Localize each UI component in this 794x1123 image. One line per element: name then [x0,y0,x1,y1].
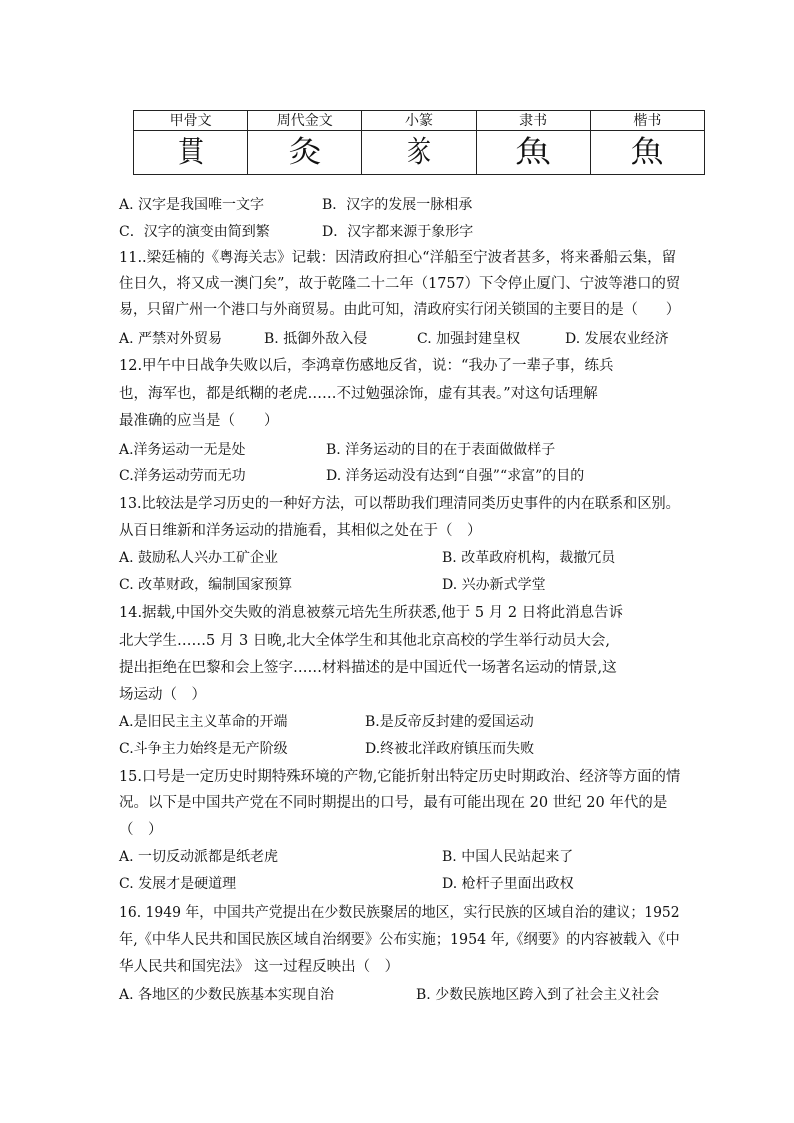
q11-option-c: C. 加强封建皇权 [417,331,521,347]
header-regular: 楷书 [590,111,704,131]
q10-option-c: C．汉字的演变由简到繁 [119,224,270,240]
q11-option-d: D. 发展农业经济 [565,331,669,347]
bronze-glyph-cell [248,131,362,175]
q16-option-b: B. 少数民族地区跨入到了社会主义社会 [416,987,660,1003]
table-glyph-row [134,131,705,175]
q14-stem-line-1: 14.据载,中国外交失败的消息被蔡元培先生所获悉,他于 5 月 2 日将此消息告诉 [119,605,624,621]
header-clerical: 隶书 [476,111,590,131]
q14-option-c: C.斗争主力始终是无产阶级 [119,741,288,757]
q14-stem-line-3: 提出拒绝在巴黎和会上签字……材料描述的是中国近代一场著名运动的情景,这 [119,660,617,676]
regular-glyph-cell [590,131,704,175]
fish-glyph-seal: 㒸 [406,134,431,170]
oracle-bone-glyph-cell [134,131,248,175]
q16-stem-line-2: 年,《中华人民共和国民族区域自治纲要》公布实施；1954 年,《纲要》的内容被载入《中 [119,932,680,948]
q11-option-b: B. 抵御外敌入侵 [264,331,368,347]
q12-option-b: B. 洋务运动的目的在于表面做做样子 [326,442,556,458]
q14-option-d: D.终被北洋政府镇压而失败 [365,741,535,757]
q15-stem-line-3: （ ） [119,822,163,838]
q13-option-d: D. 兴办新式学堂 [442,577,546,593]
q12-option-d: D. 洋务运动没有达到“自强”“求富”的目的 [326,468,585,484]
q16-stem-line-3: 华人民共和国宪法》 这一过程反映出（ ） [119,959,400,975]
q11-stem-line-2: 住日久，将又成一澳门矣”，故于乾隆二十二年（1757）下令停止厦门、宁波等港口的贸 [119,276,681,292]
q15-option-d: D. 枪杆子里面出政权 [442,876,574,892]
fish-glyph-oracle: 貫 [177,134,204,170]
q14-stem-line-2: 北大学生……5 月 3 日晚,北大全体学生和其他北京高校的学生举行动员大会, [119,633,610,649]
q11-option-a: A. 严禁对外贸易 [119,331,223,347]
q13-stem-line-1: 13.比较法是学习历史的一种好方法，可以帮助我们理清同类历史事件的内在联系和区别。 [119,496,680,512]
q15-stem-line-1: 15.口号是一定历史时期特殊环境的产物,它能折射出特定历史时期政治、经济等方面的情 [119,769,681,785]
q16-stem-line-1: 16. 1949 年，中国共产党提出在少数民族聚居的地区，实行民族的区域自治的建议；1952 [119,905,680,921]
q11-stem-line-1: 11..梁廷楠的《粤海关志》记载：因清政府担心“洋船至宁波者甚多，将来番船云集，留 [119,250,677,266]
q12-stem-line-2: 也，海军也，都是纸糊的老虎……不过勉强涂饰，虚有其表。”对这句话理解 [119,386,598,402]
small-seal-glyph-cell [362,131,476,175]
fish-glyph-regular: 魚 [630,134,664,170]
q15-option-c: C. 发展才是硬道理 [119,876,237,892]
header-oracle-bone: 甲骨文 [134,111,248,131]
header-bronze: 周代金文 [248,111,362,131]
q14-option-b: B.是反帝反封建的爱国运动 [365,714,534,730]
q10-option-a: A. 汉字是我国唯一文字 [119,197,265,213]
q12-stem-line-1: 12.甲午中日战争失败以后，李鸿章伤感地反省，说：“我办了一辈子事，练兵 [119,358,614,374]
q13-option-b: B. 改革政府机构，裁撤冗员 [442,550,616,566]
q13-option-c: C. 改革财政，编制国家预算 [119,577,293,593]
q14-stem-line-4: 场运动（ ） [119,687,206,703]
q15-stem-line-2: 况。以下是中国共产党在不同时期提出的口号，最有可能出现在 20 世纪 20 年代的是 [119,795,668,811]
q13-stem-line-2: 从百日维新和洋务运动的措施看，其相似之处在于（ ） [119,523,482,539]
header-small-seal: 小篆 [362,111,476,131]
fish-glyph-bronze: 灸 [288,134,322,170]
q16-option-a: A. 各地区的少数民族基本实现自治 [119,987,335,1003]
q12-option-a: A.洋务运动一无是处 [119,442,246,458]
q11-stem-line-3: 易，只留广州一个港口与外商贸易。由此可知，清政府实行闭关锁国的主要目的是（ ） [119,302,680,318]
q15-option-a: A. 一切反动派都是纸老虎 [119,849,279,865]
clerical-glyph-cell [476,131,590,175]
fish-glyph-clerical: 魚 [515,134,552,170]
table-header-row [134,111,705,131]
q15-option-b: B. 中国人民站起来了 [442,849,574,865]
chinese-script-evolution-table [133,110,705,175]
q13-option-a: A. 鼓励私人兴办工矿企业 [119,550,279,566]
q12-stem-line-3: 最准确的应当是（ ） [119,413,279,429]
q10-option-b: B．汉字的发展一脉相承 [322,197,473,213]
q10-option-d: D．汉字都来源于象形字 [322,224,474,240]
q14-option-a: A.是旧民主主义革命的开端 [119,714,288,730]
q12-option-c: C.洋务运动劳而无功 [119,468,246,484]
